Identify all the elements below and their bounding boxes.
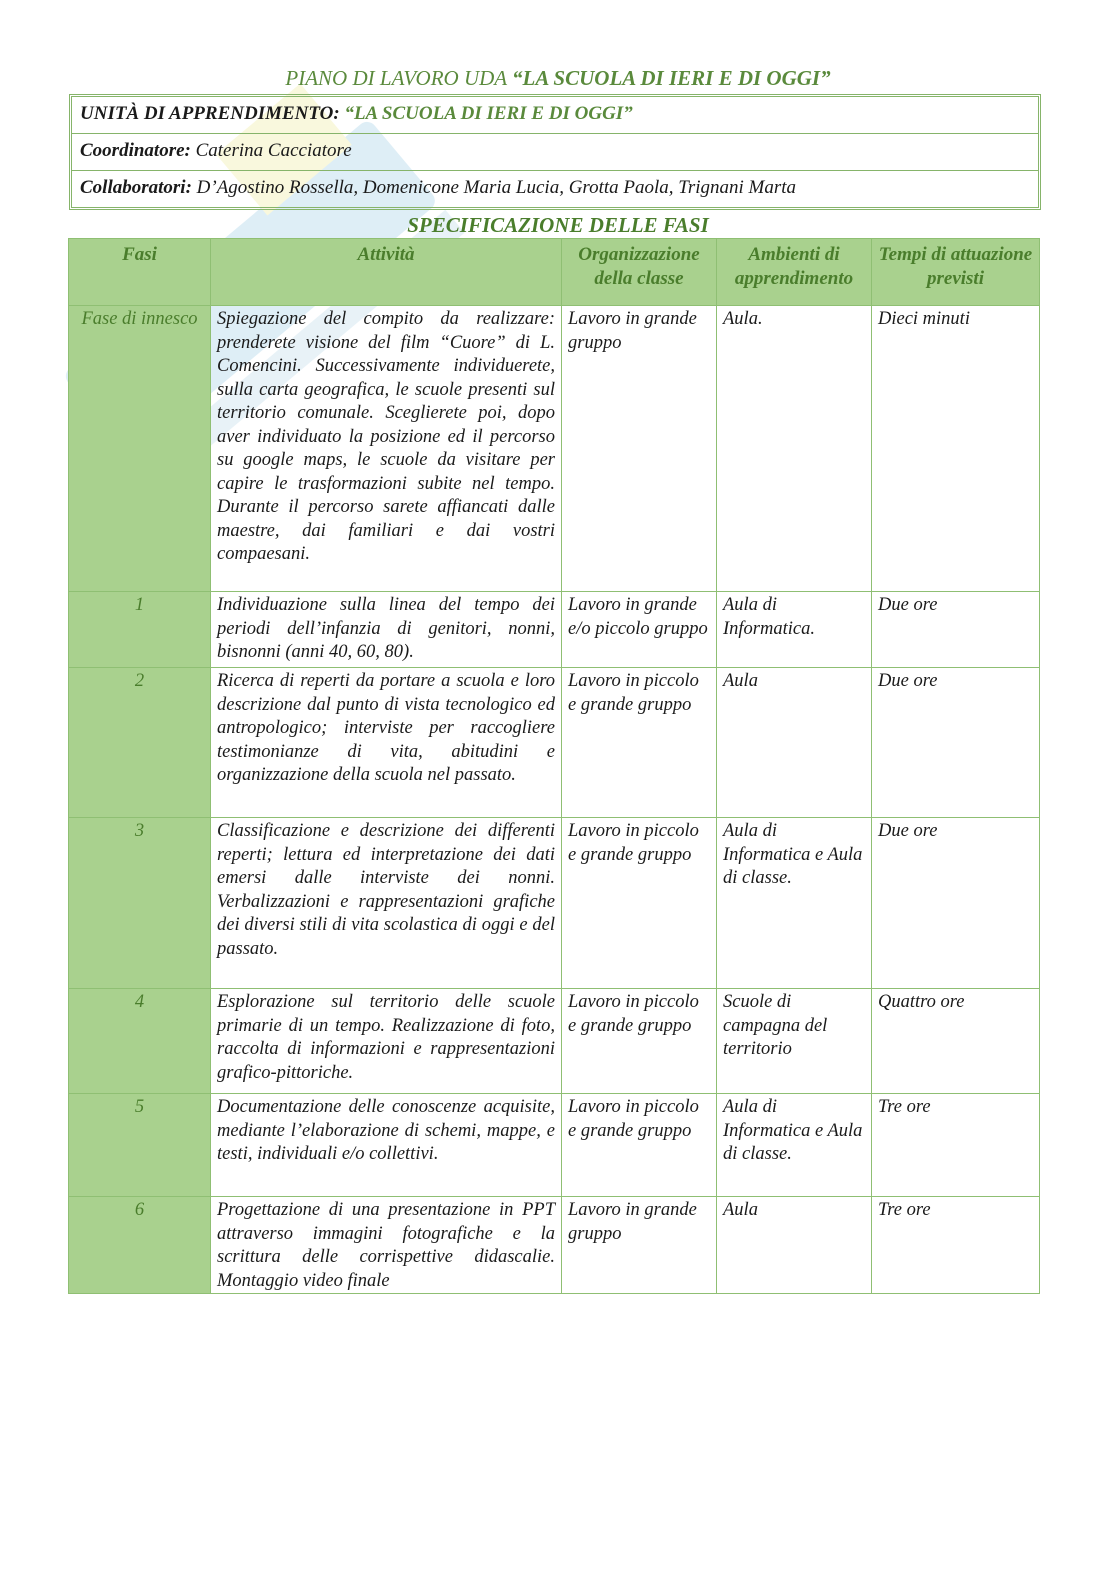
cell-organizzazione: Lavoro in piccolo e grande gruppo (562, 989, 717, 1094)
cell-organizzazione: Lavoro in piccolo e grande gruppo (562, 1094, 717, 1197)
coordinatore-label: Coordinatore: (80, 140, 191, 161)
header-row-coordinatore (72, 134, 1038, 171)
header-row-unita (72, 97, 1038, 134)
header-ambienti: Ambienti di apprendimento (717, 239, 872, 306)
page-title-bold: “LA SCUOLA DI IERI E DI OGGI” (512, 66, 831, 90)
table-row (69, 818, 1040, 989)
table-row (69, 592, 1040, 668)
fasi-table (68, 238, 1040, 1294)
cell-ambienti: Aula. (717, 306, 872, 592)
cell-organizzazione: Lavoro in grande e/o piccolo gruppo (562, 592, 717, 668)
header-tempi: Tempi di attuazione previsti (872, 239, 1040, 306)
table-header-row (69, 239, 1040, 306)
cell-tempi: Due ore (872, 818, 1040, 989)
cell-organizzazione: Lavoro in grande gruppo (562, 1197, 717, 1294)
coordinatore-value: Caterina Cacciatore (190, 140, 352, 161)
header-attivita: Attività (211, 239, 562, 306)
cell-attivita: Classificazione e descrizione dei differenti reperti; lettura ed interpretazione dei dati emersi dalle interviste dei nonni. Verbalizzazioni e rappresentazioni grafiche dei diversi stili di vita scolastica di oggi e del passato. (211, 818, 562, 989)
cell-organizzazione: Lavoro in grande gruppo (562, 306, 717, 592)
cell-fase: 1 (69, 592, 211, 668)
cell-tempi: Dieci minuti (872, 306, 1040, 592)
cell-attivita: Spiegazione del compito da realizzare: prenderete visione del film “Cuore” di L. Comencini. Successivamente individuerete, sulla carta geografica, le scuole presenti sul territorio comunale. Sceglierete poi, dopo aver individuato la posizione ed il percorso su google maps, le scuole da visitare per capire le trasformazioni subite nel tempo. Durante il percorso sarete affiancati dalle maestre, dai familiari e dai vostri compaesani. (211, 306, 562, 592)
table-row (69, 1197, 1040, 1294)
table-row (69, 1094, 1040, 1197)
cell-tempi: Due ore (872, 668, 1040, 818)
cell-fase: 5 (69, 1094, 211, 1197)
unita-value: “LA SCUOLA DI IERI E DI OGGI” (339, 103, 633, 124)
cell-fase: 3 (69, 818, 211, 989)
cell-organizzazione: Lavoro in piccolo e grande gruppo (562, 668, 717, 818)
cell-ambienti: Aula (717, 668, 872, 818)
unita-label: UNITÀ DI APPRENDIMENTO: (80, 103, 340, 124)
cell-tempi: Quattro ore (872, 989, 1040, 1094)
page-title-prefix: PIANO DI LAVORO UDA (285, 66, 512, 90)
cell-attivita: Esplorazione sul territorio delle scuole primarie di un tempo. Realizzazione di foto, raccolta di informazioni e rappresentazioni grafico-pittoriche. (211, 989, 562, 1094)
collaboratori-label: Collaboratori: (80, 177, 192, 198)
cell-ambienti: Aula di Informatica e Aula di classe. (717, 1094, 872, 1197)
cell-organizzazione: Lavoro in piccolo e grande gruppo (562, 818, 717, 989)
page-title (0, 66, 1116, 91)
header-box (69, 94, 1041, 210)
cell-attivita: Progettazione di una presentazione in PPT attraverso immagini fotografiche e la scrittura delle corrispettive didascalie. Montaggio video finale (211, 1197, 562, 1294)
header-organizzazione: Organizzazione della classe (562, 239, 717, 306)
cell-attivita: Documentazione delle conoscenze acquisite, mediante l’elaborazione di schemi, mappe, e testi, individuali e/o collettivi. (211, 1094, 562, 1197)
cell-ambienti: Scuole di campagna del territorio (717, 989, 872, 1094)
collaboratori-value: D’Agostino Rossella, Domenicone Maria Lucia, Grotta Paola, Trignani Marta (191, 177, 797, 198)
cell-fase: 6 (69, 1197, 211, 1294)
cell-fase: 4 (69, 989, 211, 1094)
cell-ambienti: Aula (717, 1197, 872, 1294)
cell-ambienti: Aula di Informatica. (717, 592, 872, 668)
cell-tempi: Due ore (872, 592, 1040, 668)
header-fasi: Fasi (69, 239, 211, 306)
header-row-collaboratori (72, 171, 1038, 208)
cell-fase: 2 (69, 668, 211, 818)
table-row (69, 306, 1040, 592)
cell-tempi: Tre ore (872, 1197, 1040, 1294)
table-row (69, 989, 1040, 1094)
cell-attivita: Ricerca di reperti da portare a scuola e loro descrizione dal punto di vista tecnologico ed antropologico; interviste per raccogliere testimonianze di vita, abitudini e organizzazione della scuola nel passato. (211, 668, 562, 818)
cell-ambienti: Aula di Informatica e Aula di classe. (717, 818, 872, 989)
cell-tempi: Tre ore (872, 1094, 1040, 1197)
cell-attivita: Individuazione sulla linea del tempo dei periodi dell’infanzia di genitori, nonni, bisnonni (anni 40, 60, 80). (211, 592, 562, 668)
cell-fase: Fase di innesco (69, 306, 211, 592)
section-title: SPECIFICAZIONE DELLE FASI (407, 213, 709, 237)
table-row (69, 668, 1040, 818)
